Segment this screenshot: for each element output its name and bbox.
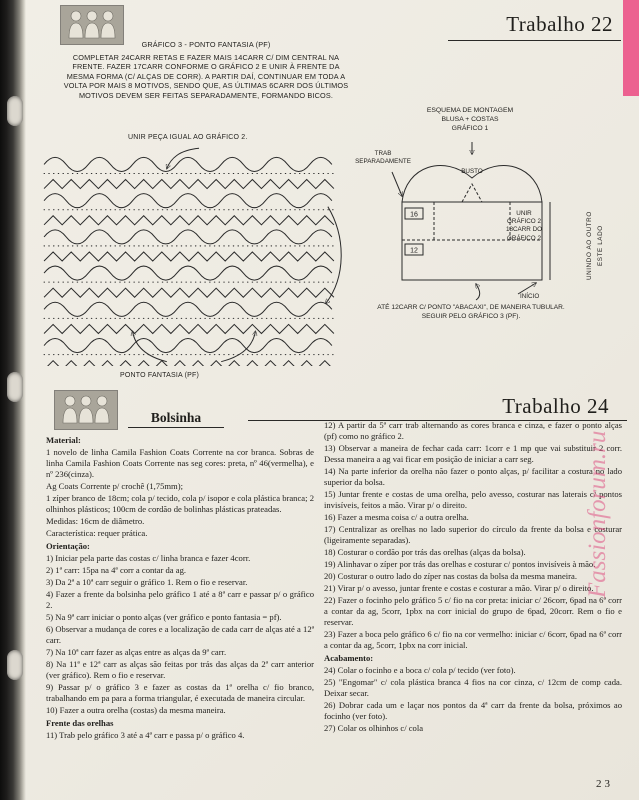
instruction-item: 17) Centralizar as orelhas no lado superior do círculo da frente da bolsa e costurar (ligeiramente separadas). xyxy=(324,524,622,545)
esquema-title-line2: BLUSA + COSTAS xyxy=(441,116,499,123)
unindo-ao-outro-label: UNINDO AO OUTRO xyxy=(586,211,593,281)
esquema-title-line1: ESQUEMA DE MONTAGEM xyxy=(426,107,514,114)
orientacao-heading: Orientação: xyxy=(46,541,90,551)
pink-edge-strip xyxy=(623,0,639,96)
page-number: 23 xyxy=(596,778,613,790)
crochet-dolls-photo xyxy=(60,5,124,45)
trabalho-22-title: Trabalho 22 xyxy=(506,12,613,36)
grafico3-heading: GRÁFICO 3 - PONTO FANTASIA (PF) xyxy=(141,40,271,49)
unir-line1: UNIR xyxy=(516,210,532,217)
site-watermark: Fassionforum.ru xyxy=(584,430,611,598)
instruction-item: 14) Na parte inferior da orelha não fazer o ponto alças, p/ facilitar a costura no lado superior da bolsa. xyxy=(324,466,622,487)
binder-hole xyxy=(7,372,23,402)
unir-grafico-label xyxy=(495,210,553,243)
busto-label: BUSTO xyxy=(461,168,483,175)
material-line: 1 novelo de linha Camila Fashion Coats Corrente na cor branca. Sobras de linha Camila Fashion Coats Corrente nas seg cores: preta, nº 46(vermelha), e nº 236(cinza). xyxy=(46,447,314,479)
instruction-item: 7) Na 10ª carr fazer as alças entre as alças da 9ª carr. xyxy=(46,647,227,657)
instruction-item: 16) Fazer a mesma coisa c/ a outra orelha. xyxy=(324,512,469,522)
esquema-title xyxy=(395,106,545,133)
trab-line2: SEPARADAMENTE xyxy=(355,158,411,166)
binder-hole xyxy=(7,96,23,126)
arrow-to-chart-right xyxy=(221,331,255,361)
trab-line1: TRAB xyxy=(374,150,392,157)
inicio-label: INÍCIO xyxy=(520,293,540,300)
esquema-caption: ATÉ 12CARR C/ PONTO "ABACAXI", DE MANEIRA TUBULAR. SEGUIR PELO GRÁFICO 3 (PF). xyxy=(377,304,565,320)
instruction-item: 9) Passar p/ o gráfico 3 e fazer as costas da 1ª orelha c/ fio branco, trabalhando em pa para a forma triangular, é executada de maneira circular. xyxy=(46,682,314,703)
binder-hole xyxy=(7,650,23,680)
instruction-item: 12) A partir da 5ª carr trab alternando as cores branca e cinza, e fazer o ponto alças (pf) como no gráfico 2. xyxy=(324,420,622,441)
material-line: Ag Coats Corrente p/ crochê (1,75mm); xyxy=(46,481,183,491)
bolsinha-photo xyxy=(54,390,118,430)
bolsinha-illustration xyxy=(55,391,117,429)
right-column xyxy=(324,420,622,735)
acabamento-heading: Acabamento: xyxy=(324,653,374,663)
unir-line3: 18CARR DO xyxy=(505,226,543,234)
instruction-item: 3) Da 2ª a 10ª carr seguir o gráfico 1. Rem o fio e reservar. xyxy=(46,577,248,587)
material-line: 1 zíper branco de 18cm; cola p/ tecido, cola p/ isopor e cola plástica branca; 2 olhinhos plásticos; 100cm de cordão de bolinhas plásticas prateadas. xyxy=(46,493,314,514)
instruction-item: 23) Fazer a boca pelo gráfico 6 c/ fio na cor vermelho: iniciar c/ 6corr, 6pad na 6ª corr a contar da ag, 5corr, 1pbx na corr inicial. xyxy=(324,629,622,650)
diagram-number-2: 12 xyxy=(410,247,418,255)
instruction-item: 10) Fazer a outra orelha (costas) da mesma maneira. xyxy=(46,705,226,715)
instruction-item: 19) Alinhavar o zíper por trás das orelhas e costurar c/ pontos invisíveis à mão. xyxy=(324,559,596,569)
material-line: Medidas: 16cm de diâmetro. xyxy=(46,516,145,526)
section-title-bolsinha: Bolsinha xyxy=(128,410,224,428)
instruction-item: 18) Costurar o cordão por trás das orelhas (alças da bolsa). xyxy=(324,547,526,557)
instruction-item: 8) Na 11ª e 12ª carr as alças são feitas por trás das alças da 2ª carr anterior (ver gráfico). Rem o fio e reservar. xyxy=(46,659,314,680)
dolls-illustration xyxy=(61,6,123,44)
instruction-item: 1) Iniciar pela parte das costas c/ linha branca e fazer 4corr. xyxy=(46,553,251,563)
instruction-item: 20) Costurar o outro lado do zíper nas costas da bolsa da mesma maneira. xyxy=(324,571,577,581)
instruction-item: 26) Dobrar cada um e laçar nos pontos da 4ª carr da frente da bolsa, próximos ao focinho (ver foto). xyxy=(324,700,622,721)
chart-bottom-label: PONTO FANTASIA (PF) xyxy=(120,372,199,379)
instruction-item: 15) Juntar frente e costas de uma orelha, pelo avesso, costurar nas laterais c/ pontos invisíveis, feitos a mão. Virar p/ o direito. xyxy=(324,489,622,510)
left-column xyxy=(46,433,314,742)
instruction-item: 11) Trab pelo gráfico 3 até a 4ª carr e passa p/ o gráfico 4. xyxy=(46,730,245,740)
crochet-chart xyxy=(38,146,350,366)
instruction-item: 24) Colar o focinho e a boca c/ cola p/ tecido (ver foto). xyxy=(324,665,516,675)
grafico3-note xyxy=(60,40,352,101)
grafico3-body: COMPLETAR 24CARR RETAS E FAZER MAIS 14CARR C/ DIM CENTRAL NA FRENTE. FAZER 17CARR CONFORME O GRÁFICO 2 E UNIR À FRENTE DA MESMA FORMA (C/ ALÇAS DE CORR). A PARTIR DAÍ, CONTINUAR EM TODA A VOLTA POR MAIS 8 MOTIVOS, SENDO QUE, AS ÚLTIMAS 6CARR DOS ÚLTIMOS MOTIVOS DEVEM SER FEITAS SEPARADAMENTE, FORMANDO BICOS. xyxy=(63,52,349,100)
instruction-item: 2) 1ª carr: 15pa na 4ª corr a contar da ag. xyxy=(46,565,187,575)
trabalho-24-title: Trabalho 24 xyxy=(502,394,609,418)
instruction-item: 5) Na 9ª carr iniciar o ponto alças (ver gráfico e ponto fantasia = pf). xyxy=(46,612,282,622)
unir-line2: GRÁFICO 2 xyxy=(507,218,541,226)
chart-top-label: UNIR PEÇA IGUAL AO GRÁFICO 2. xyxy=(128,134,248,141)
trab-separadamente-label xyxy=(354,150,412,166)
frente-orelhas-heading: Frente das orelhas xyxy=(46,718,114,728)
diagram-number-1: 16 xyxy=(410,211,418,219)
instruction-item: 21) Virar p/ o avesso, juntar frente e costas e costurar a mão. Virar p/ o direito. xyxy=(324,583,594,593)
esquema-title-line3: GRÁFICO 1 xyxy=(451,125,489,132)
instruction-item: 6) Observar a mudança de cores e a localização de cada carr de alças até a 12ª carr. xyxy=(46,624,314,645)
instruction-item: 22) Fazer o focinho pelo gráfico 5 c/ fio na cor preta: iniciar c/ 26corr, 6pad na 6ª corr a contar da ag, 5corr, 1pbx na corr inicial do grupo de 6pad, 20corr. Rem o fio e reservar. xyxy=(324,595,622,627)
arrow-to-chart-left xyxy=(133,331,167,361)
material-heading: Material: xyxy=(46,435,81,445)
unir-line4: GRÁFICO 2 xyxy=(507,234,541,242)
instruction-item: 13) Observar a maneira de fechar cada carr: 1corr e 1 mp que vai substituir 2 corr. Dessa maneira a ag vai ficar em posição de iniciar a carr seg. xyxy=(324,443,622,464)
header-rule-22 xyxy=(448,40,621,41)
instruction-item: 27) Colar os olhinhos c/ cola xyxy=(324,723,424,733)
instruction-item: 4) Fazer a frente da bolsinha pelo gráfico 1 até a 8ª carr e passar p/ o gráfico 2. xyxy=(46,589,314,610)
este-lado-label: ESTE LADO xyxy=(597,225,604,267)
instruction-item: 25) "Engomar" c/ cola plástica branca 4 fios na cor cinza, c/ 12cm de comp cada. Deixar secar. xyxy=(324,677,622,698)
material-line: Característica: requer prática. xyxy=(46,528,148,538)
